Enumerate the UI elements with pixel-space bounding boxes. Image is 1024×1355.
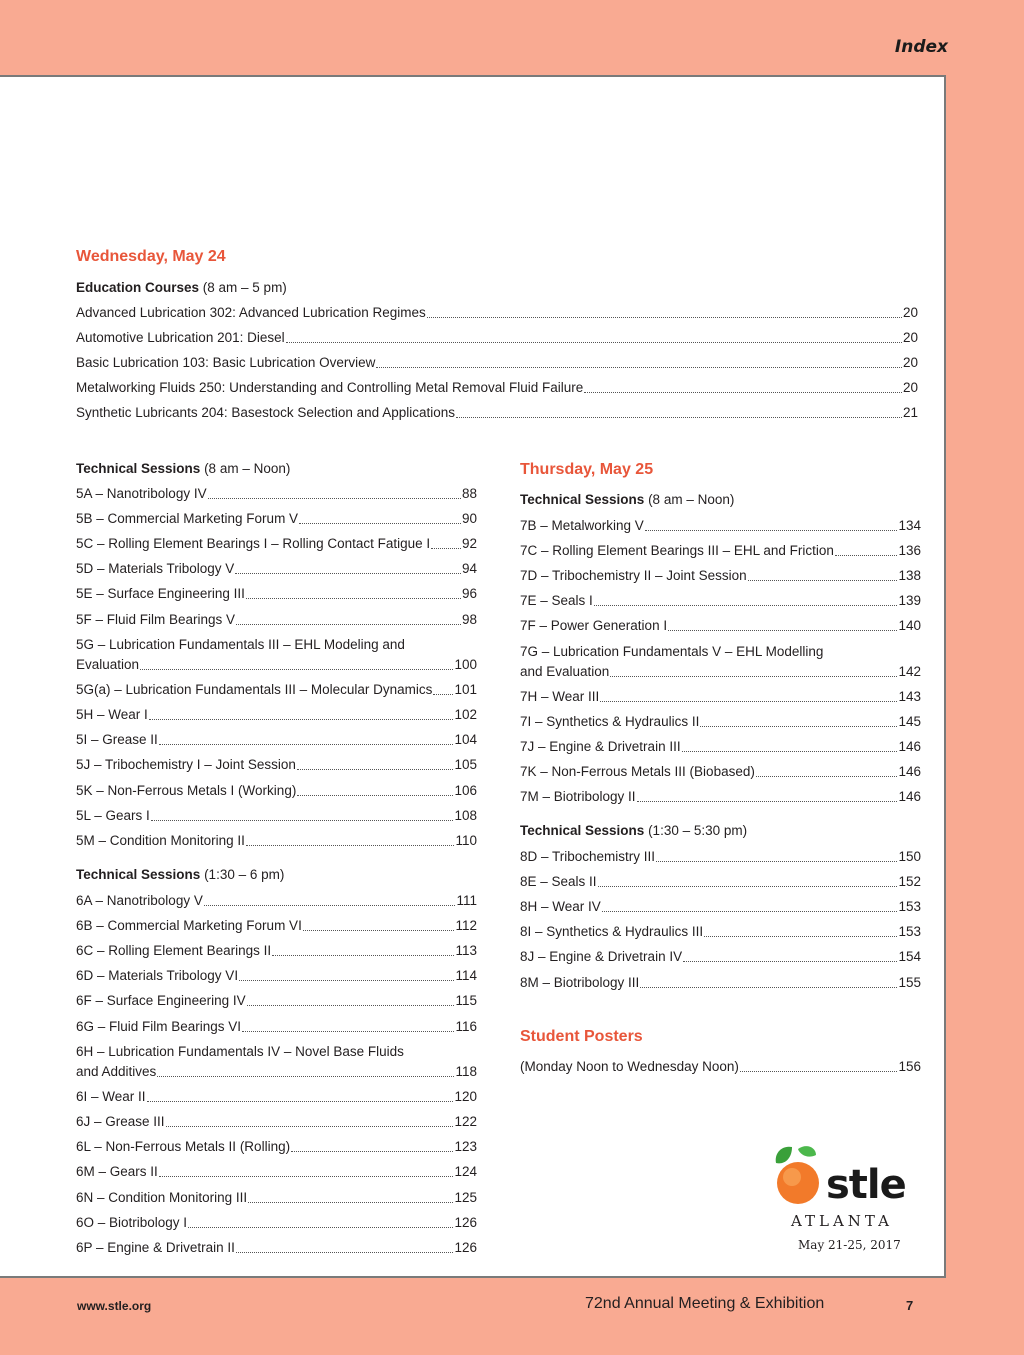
entry-page: 153 [898,924,921,940]
leader-dots [151,820,454,821]
entry-label: 5K – Non-Ferrous Metals I (Working) [76,782,297,798]
leader-dots [140,669,453,670]
entry-page: 146 [898,789,921,805]
index-entry[interactable] [76,378,918,398]
index-entry[interactable] [76,610,477,630]
wed-tech-am-time: (8 am – Noon) [200,461,291,476]
entry-page: 140 [898,618,921,634]
index-entry[interactable] [76,303,918,323]
leader-dots [610,676,897,677]
leader-dots [204,905,456,906]
entry-page: 122 [454,1114,477,1130]
entry-page: 154 [898,949,921,965]
index-entry[interactable] [76,1042,477,1082]
index-entry[interactable] [520,516,921,536]
leader-dots [246,845,455,846]
logo-wordmark: stle [826,1162,906,1208]
index-entry[interactable] [76,730,477,750]
leader-dots [656,861,897,862]
entry-page: 118 [455,1063,477,1079]
entry-label: 7K – Non-Ferrous Metals III (Biobased) [520,764,755,780]
index-entry[interactable] [520,712,921,732]
entry-label: 6A – Nanotribology V [76,893,203,908]
index-entry[interactable] [76,1238,477,1258]
education-courses-label: Education Courses [76,280,200,295]
leader-dots [645,530,898,531]
logo-city: ATLANTA [791,1212,893,1230]
entry-page: 20 [902,305,918,320]
leader-dots [247,1005,455,1006]
entry-page: 126 [454,1239,477,1255]
index-entry[interactable] [76,966,477,986]
entry-page: 150 [898,849,921,864]
peach-leaf-icon [776,1147,792,1164]
leader-dots [683,961,897,962]
entry-label: 6P – Engine & Drivetrain II [76,1239,235,1255]
entry-page: 156 [898,1059,921,1074]
wed-tech-am-label: Technical Sessions [76,461,201,476]
index-entry[interactable] [520,762,921,782]
index-entry[interactable] [76,559,477,579]
leader-dots [584,392,902,393]
thursday-title: Thursday, May 25 [520,461,654,478]
index-entry[interactable] [520,973,921,993]
entry-label: 7C – Rolling Element Bearings III – EHL and Friction [520,543,834,559]
education-courses-heading [76,280,287,295]
entry-label: 7M – Biotribology II [520,789,636,805]
thu-tech-pm-label: Technical Sessions [520,823,645,838]
leader-dots [700,726,897,727]
leader-dots [188,1227,453,1228]
entry-label: Synthetic Lubricants 204: Basestock Selection and Applications [76,405,455,421]
leader-dots [157,1076,454,1077]
index-entry[interactable] [520,872,921,892]
entry-label: 7I – Synthetics & Hydraulics II [520,714,700,730]
index-entry[interactable] [76,1213,477,1233]
entry-page: 114 [455,968,477,984]
entry-label: 6I – Wear II [76,1089,146,1105]
leader-dots [748,580,898,581]
section-tab: Index [894,37,948,57]
index-entry[interactable] [76,635,477,675]
leader-dots [433,694,453,695]
index-entry[interactable] [76,509,477,529]
entry-page: 98 [461,611,477,627]
index-entry[interactable] [520,687,921,707]
leader-dots [427,317,902,318]
entry-page: 21 [902,405,918,421]
index-entry[interactable] [520,897,921,917]
logo-date: May 21-25, 2017 [798,1238,901,1252]
index-entry[interactable] [520,922,921,942]
index-entry[interactable] [520,566,921,586]
entry-label: 6G – Fluid Film Bearings VI [76,1018,242,1034]
thu-tech-pm-time: (1:30 – 5:30 pm) [644,823,748,838]
leader-dots [376,367,902,368]
entry-label: 6F – Surface Engineering IV [76,993,246,1009]
leader-dots [208,498,461,499]
entry-label: 6C – Rolling Element Bearings II [76,943,272,959]
index-entry[interactable] [76,1137,477,1157]
entry-page: 101 [454,682,477,698]
entry-label: 5A – Nanotribology IV [76,486,207,501]
thu-tech-pm-heading [520,823,747,838]
entry-page: 20 [902,330,918,346]
leader-dots [235,573,461,574]
leader-dots [431,548,461,549]
entry-page: 139 [898,593,921,609]
entry-label: 7J – Engine & Drivetrain III [520,739,681,755]
entry-label: 5F – Fluid Film Bearings V [76,611,236,627]
entry-label: 8E – Seals II [520,874,597,890]
index-entry[interactable] [76,806,477,826]
entry-label: 5G(a) – Lubrication Fundamentals III – Molecular Dynamics [76,682,433,698]
entry-page: 146 [898,764,921,780]
wed-tech-pm-time: (1:30 – 6 pm) [200,867,285,882]
entry-label: 6L – Non-Ferrous Metals II (Rolling) [76,1139,291,1155]
leader-dots [297,769,454,770]
entry-page: 152 [898,874,921,890]
entry-page: 106 [454,782,477,798]
entry-label: 8J – Engine & Drivetrain IV [520,949,683,965]
leader-dots [303,930,455,931]
entry-page: 20 [902,380,918,396]
leader-dots [602,911,898,912]
entry-row [520,662,921,682]
footer-url[interactable]: www.stle.org [77,1299,152,1313]
entry-page: 110 [455,832,477,848]
entry-page: 112 [455,918,477,934]
leader-dots [166,1126,454,1127]
leader-dots [835,555,898,556]
index-entry[interactable] [520,737,921,757]
leader-dots [594,605,898,606]
index-entry[interactable] [76,705,477,725]
entry-label: 5C – Rolling Element Bearings I – Rolling Contact Fatigue I [76,536,431,552]
entry-page: 104 [454,732,477,748]
leader-dots [704,936,897,937]
wed-tech-am-heading [76,461,290,476]
leader-dots [668,630,897,631]
entry-label: Automotive Lubrication 201: Diesel [76,330,285,346]
entry-label: Basic Lubrication 103: Basic Lubrication Overview [76,355,376,371]
entry-page: 146 [898,739,921,755]
thu-tech-am-heading [520,492,734,507]
index-entry[interactable] [520,642,921,682]
entry-page: 142 [898,663,921,679]
entry-label: 6J – Grease III [76,1114,165,1130]
entry-label: 5H – Wear I [76,707,148,723]
entry-page: 102 [454,707,477,723]
entry-label: 7H – Wear III [520,689,600,704]
index-entry[interactable] [76,1017,477,1037]
entry-label: 8M – Biotribology III [520,974,640,990]
entry-label: 8I – Synthetics & Hydraulics III [520,924,704,940]
entry-page: 88 [461,486,477,501]
index-entry[interactable] [76,755,477,775]
index-entry[interactable] [76,916,477,936]
leader-dots [637,801,898,802]
index-entry[interactable] [76,584,477,604]
entry-row [76,655,477,675]
entry-label: 7E – Seals I [520,593,593,609]
entry-label-line1: 5G – Lubrication Fundamentals III – EHL Modeling and [76,636,405,652]
leader-dots [291,1151,453,1152]
leader-dots [600,701,897,702]
index-entry[interactable] [76,1112,477,1132]
wednesday-title: Wednesday, May 24 [76,248,226,265]
student-posters-title: Student Posters [520,1028,643,1045]
entry-label: Evaluation [76,656,140,672]
entry-label: 7B – Metalworking V [520,518,644,533]
entry-label: 5D – Materials Tribology V [76,561,235,577]
entry-page: 100 [454,656,477,672]
entry-page: 116 [455,1018,477,1034]
index-entry[interactable] [76,353,918,373]
entry-label: Metalworking Fluids 250: Understanding and Controlling Metal Removal Fluid Failure [76,380,584,396]
thu-tech-am-label: Technical Sessions [520,492,645,507]
leader-dots [242,1031,454,1032]
entry-page: 134 [898,518,921,533]
index-entry[interactable] [520,591,921,611]
entry-label: 5L – Gears I [76,807,150,823]
wed-tech-pm-heading [76,867,284,882]
entry-page: 113 [455,943,477,959]
entry-label-line1: 7G – Lubrication Fundamentals V – EHL Modelling [520,643,824,659]
entry-page: 145 [898,714,921,730]
index-entry[interactable] [76,534,477,554]
leader-dots [297,795,453,796]
index-entry[interactable] [76,1087,477,1107]
entry-page: 143 [898,689,921,704]
leader-dots [149,719,454,720]
leader-dots [248,1202,453,1203]
index-entry[interactable] [76,403,918,423]
entry-label: (Monday Noon to Wednesday Noon) [520,1059,739,1074]
footer-meeting-title: 72nd Annual Meeting & Exhibition [585,1295,825,1312]
leader-dots [299,523,461,524]
entry-label: and Evaluation [520,663,610,679]
leader-dots [640,987,897,988]
entry-page: 94 [461,561,477,577]
entry-page: 126 [454,1214,477,1230]
index-entry[interactable] [76,891,477,911]
entry-page: 120 [454,1089,477,1105]
leader-dots [236,624,461,625]
entry-page: 123 [454,1139,477,1155]
wed-tech-pm-label: Technical Sessions [76,867,201,882]
entry-label: 6N – Condition Monitoring III [76,1189,248,1205]
entry-page: 111 [456,893,477,908]
entry-label: 5E – Surface Engineering III [76,586,245,602]
index-entry[interactable] [76,1188,477,1208]
index-entry[interactable] [76,991,477,1011]
leader-dots [159,744,454,745]
index-entry[interactable] [520,947,921,967]
entry-page: 136 [898,543,921,559]
index-entry[interactable] [76,484,477,504]
entry-label: 6D – Materials Tribology VI [76,968,239,984]
index-entry[interactable] [76,1162,477,1182]
entry-page: 92 [461,536,477,552]
entry-label: 5M – Condition Monitoring II [76,832,245,848]
entry-label: 5J – Tribochemistry I – Joint Session [76,757,296,773]
entry-page: 105 [454,757,477,773]
entry-page: 115 [455,993,477,1009]
leader-dots [147,1101,454,1102]
leader-dots [159,1176,454,1177]
index-entry[interactable] [520,541,921,561]
entry-page: 108 [454,807,477,823]
entry-label: 6B – Commercial Marketing Forum VI [76,918,302,934]
entry-label: 7D – Tribochemistry II – Joint Session [520,568,747,584]
entry-label: 7F – Power Generation I [520,618,668,634]
entry-label: 5B – Commercial Marketing Forum V [76,511,299,527]
leader-dots [236,1252,454,1253]
entry-label: 5I – Grease II [76,732,158,748]
student-posters-entry[interactable] [520,1057,921,1077]
entry-row [76,1062,477,1082]
leader-dots [682,751,898,752]
entry-label: and Additives [76,1063,157,1079]
entry-label: 8D – Tribochemistry III [520,849,656,864]
entry-label-line1: 6H – Lubrication Fundamentals IV – Novel Base Fluids [76,1043,404,1059]
entry-page: 155 [898,974,921,990]
index-entry[interactable] [76,941,477,961]
index-entry[interactable] [76,831,477,851]
leader-dots [598,886,898,887]
entry-label: 8H – Wear IV [520,899,601,915]
peach-leaf-icon-2 [798,1146,816,1156]
index-entry[interactable] [520,847,921,867]
index-entry[interactable] [76,680,477,700]
leader-dots [756,776,898,777]
index-entry[interactable] [520,787,921,807]
entry-page: 125 [454,1189,477,1205]
entry-label: 6M – Gears II [76,1164,158,1180]
leader-dots [740,1071,898,1072]
entry-page: 90 [461,511,477,527]
entry-page: 138 [898,568,921,584]
leader-dots [456,417,902,418]
entry-page: 153 [898,899,921,915]
leader-dots [272,955,454,956]
index-entry[interactable] [520,616,921,636]
thu-tech-am-time: (8 am – Noon) [644,492,735,507]
entry-page: 124 [454,1164,477,1180]
leader-dots [246,598,461,599]
entry-label: Advanced Lubrication 302: Advanced Lubrication Regimes [76,305,426,320]
leader-dots [286,342,902,343]
entry-label: 6O – Biotribology I [76,1214,188,1230]
leader-dots [239,980,454,981]
index-entry[interactable] [76,781,477,801]
entry-page: 96 [461,586,477,602]
entry-page: 20 [902,355,918,371]
index-entry[interactable] [76,328,918,348]
page-number: 7 [906,1298,914,1313]
education-courses-time: (8 am – 5 pm) [199,280,287,295]
